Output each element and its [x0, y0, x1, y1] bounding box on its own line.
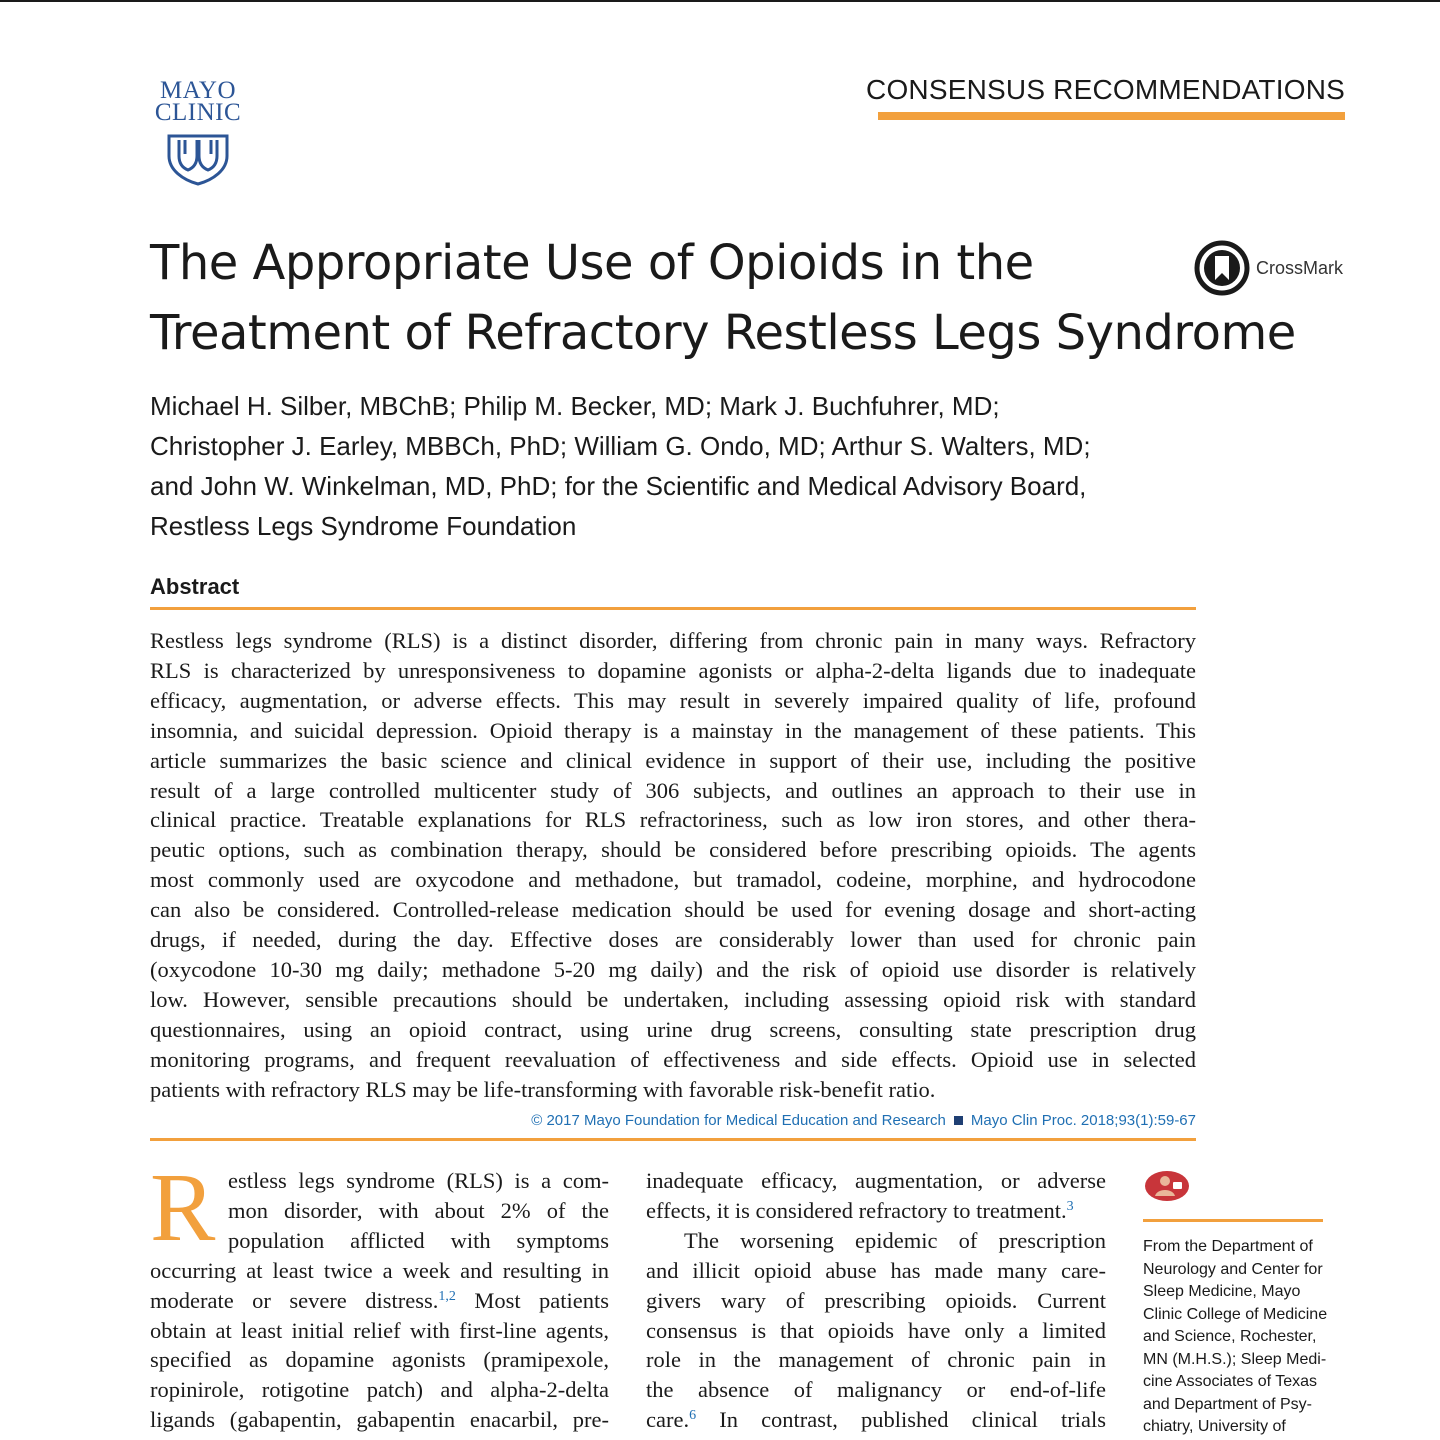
author-line: Michael H. Silber, MBChB; Philip M. Becker, MD; Mark J. Buchfuhrer, MD; — [150, 391, 1000, 421]
author-line: Christopher J. Earley, MBBCh, PhD; William G. Ondo, MD; Arthur S. Walters, MD; — [150, 431, 1091, 461]
body-line: givers wary of prescribing opioids. Current — [646, 1287, 1106, 1313]
affiliation-line: Sleep Medicine, Mayo — [1143, 1283, 1301, 1300]
abstract-line: clinical practice. Treatable explanations for RLS refractoriness, such as low iron stores, and other thera- — [150, 807, 1196, 833]
citation-ref-6[interactable]: 6 — [689, 1408, 697, 1424]
citation-ref-3[interactable]: 3 — [1066, 1198, 1074, 1214]
body-line: obtain at least initial relief with first-line agents, — [150, 1317, 609, 1343]
body-column-1 — [150, 1166, 609, 1435]
sidebar-rule — [1143, 1219, 1323, 1222]
logo-line-2: CLINIC — [154, 99, 242, 126]
body-text: In contrast, published clinical trials — [696, 1407, 1106, 1433]
citation-ref-1-2[interactable]: 1,2 — [438, 1288, 456, 1304]
abstract-line: Restless legs syndrome (RLS) is a distinct disorder, differing from chronic pain in many ways. Refractory — [150, 628, 1196, 653]
abstract-line: questionnaires, using an opioid contract, using urine drug screens, consulting state prescription drug — [150, 1016, 1196, 1042]
abstract-line: efficacy, augmentation, or adverse effects. This may result in severely impaired quality of life, profound — [150, 687, 1196, 713]
author-list — [150, 386, 1190, 546]
crossmark-badge[interactable] — [1194, 240, 1343, 296]
abstract-line: most commonly used are oxycodone and methadone, but tramadol, codeine, morphine, and hydrocodone — [150, 867, 1196, 893]
abstract-top-rule — [150, 607, 1196, 610]
logo-line-1: MAYO — [159, 77, 237, 104]
abstract-line: low. However, sensible precautions should be undertaken, including assessing opioid risk with standard — [150, 986, 1196, 1012]
body-text: effects, it is considered refractory to treatment. — [646, 1197, 1067, 1223]
cme-badge-icon[interactable] — [1143, 1170, 1191, 1202]
journal-citation[interactable]: Mayo Clin Proc. 2018;93(1):59-67 — [970, 1112, 1196, 1129]
body-text: care. — [646, 1407, 690, 1433]
title-line-1: The Appropriate Use of Opioids in the — [150, 235, 1034, 291]
abstract-line: monitoring programs, and frequent reevaluation of effectiveness and side effects. Opioid use in selected — [150, 1046, 1196, 1072]
crossmark-bookmark-icon — [1194, 240, 1250, 296]
body-line: ligands (gabapentin, gabapentin enacarbil, pre- — [150, 1407, 609, 1433]
author-line: Restless Legs Syndrome Foundation — [150, 511, 577, 541]
section-label: CONSENSUS RECOMMENDATIONS — [866, 74, 1345, 105]
body-text: moderate or severe distress. — [150, 1287, 439, 1313]
author-line: and John W. Winkelman, MD, PhD; for the Scientific and Medical Advisory Board, — [150, 471, 1087, 501]
affiliation-text — [1143, 1236, 1328, 1439]
abstract-line: peutic options, such as combination therapy, should be considered before prescribing opioids. The agents — [150, 837, 1196, 863]
affiliation-line: From the Department of — [1143, 1238, 1313, 1255]
affiliation-line: MN (M.H.S.); Sleep Medi- — [1143, 1350, 1327, 1368]
body-line: population afflicted with symptoms — [228, 1227, 609, 1253]
top-border — [0, 0, 1440, 2]
body-line: and illicit opioid abuse has made many care- — [646, 1257, 1106, 1283]
mayo-shields-icon — [163, 130, 233, 186]
abstract-text — [150, 626, 1196, 1105]
copyright-citation[interactable] — [531, 1112, 1196, 1129]
abstract-line: patients with refractory RLS may be life-transforming with favorable risk-benefit ratio. — [150, 1076, 936, 1102]
affiliation-line: and Department of Psy- — [1143, 1395, 1312, 1413]
body-line — [150, 1286, 609, 1316]
abstract-line: can also be considered. Controlled-release medication should be used for evening dosage and short-acting — [150, 897, 1196, 923]
abstract-line: (oxycodone 10-30 mg daily; methadone 5-20 mg daily) and the risk of opioid use disorder is relatively — [150, 956, 1196, 982]
affiliation-line: cine Associates of Texas — [1143, 1373, 1318, 1390]
abstract-line: result of a large controlled multicenter study of 306 subjects, and outlines an approach to their use in — [150, 777, 1196, 803]
article-title — [150, 228, 1296, 368]
affiliation-line: Neurology and Center for — [1143, 1260, 1323, 1278]
abstract-line: drugs, if needed, during the day. Effective doses are considerably lower than used for chronic pain — [150, 927, 1196, 953]
affiliations-sidebar — [1143, 1170, 1328, 1439]
affiliation-line: and Science, Rochester, — [1143, 1328, 1317, 1345]
abstract-bottom-rule — [150, 1138, 1196, 1141]
affiliation-line: chiatry, University of — [1143, 1418, 1286, 1435]
body-text: Most patients — [455, 1287, 610, 1313]
body-line: role in the management of chronic pain in — [646, 1347, 1106, 1373]
mayo-clinic-logo — [148, 77, 248, 186]
body-line: specified as dopamine agonists (pramipexole, — [150, 1347, 609, 1373]
body-line: occurring at least twice a week and resulting in — [150, 1257, 609, 1283]
abstract-line: RLS is characterized by unresponsiveness to dopamine agonists or alpha-2-delta ligands due to inadequate — [150, 657, 1196, 683]
section-header — [866, 74, 1345, 106]
title-line-2: Treatment of Refractory Restless Legs Syndrome — [150, 305, 1296, 361]
abstract-line: insomnia, and suicidal depression. Opioid therapy is a mainstay in the management of these patients. This — [150, 717, 1196, 743]
body-line: mon disorder, with about 2% of the — [228, 1197, 609, 1223]
abstract-heading: Abstract — [150, 574, 240, 599]
body-line — [646, 1196, 1106, 1226]
copyright-text[interactable]: © 2017 Mayo Foundation for Medical Education and Research — [531, 1112, 946, 1129]
body-line: The worsening epidemic of prescription — [684, 1227, 1106, 1253]
affiliation-line: Clinic College of Medicine — [1143, 1305, 1328, 1323]
separator-square-icon — [954, 1116, 963, 1125]
body-line: inadequate efficacy, augmentation, or adverse — [646, 1168, 1106, 1193]
body-line: consensus is that opioids have only a limited — [646, 1317, 1106, 1343]
section-accent-bar — [878, 112, 1345, 120]
abstract-line: article summarizes the basic science and clinical evidence in support of their use, including the positive — [150, 747, 1196, 773]
body-line — [646, 1405, 1106, 1435]
drop-cap: R — [150, 1154, 216, 1262]
body-line: estless legs syndrome (RLS) is a com- — [228, 1168, 609, 1193]
crossmark-label: CrossMark — [1256, 257, 1344, 278]
body-line: the absence of malignancy or end-of-life — [646, 1377, 1106, 1403]
body-column-2 — [646, 1166, 1106, 1435]
body-line: ropinirole, rotigotine patch) and alpha-2-delta — [150, 1377, 609, 1403]
